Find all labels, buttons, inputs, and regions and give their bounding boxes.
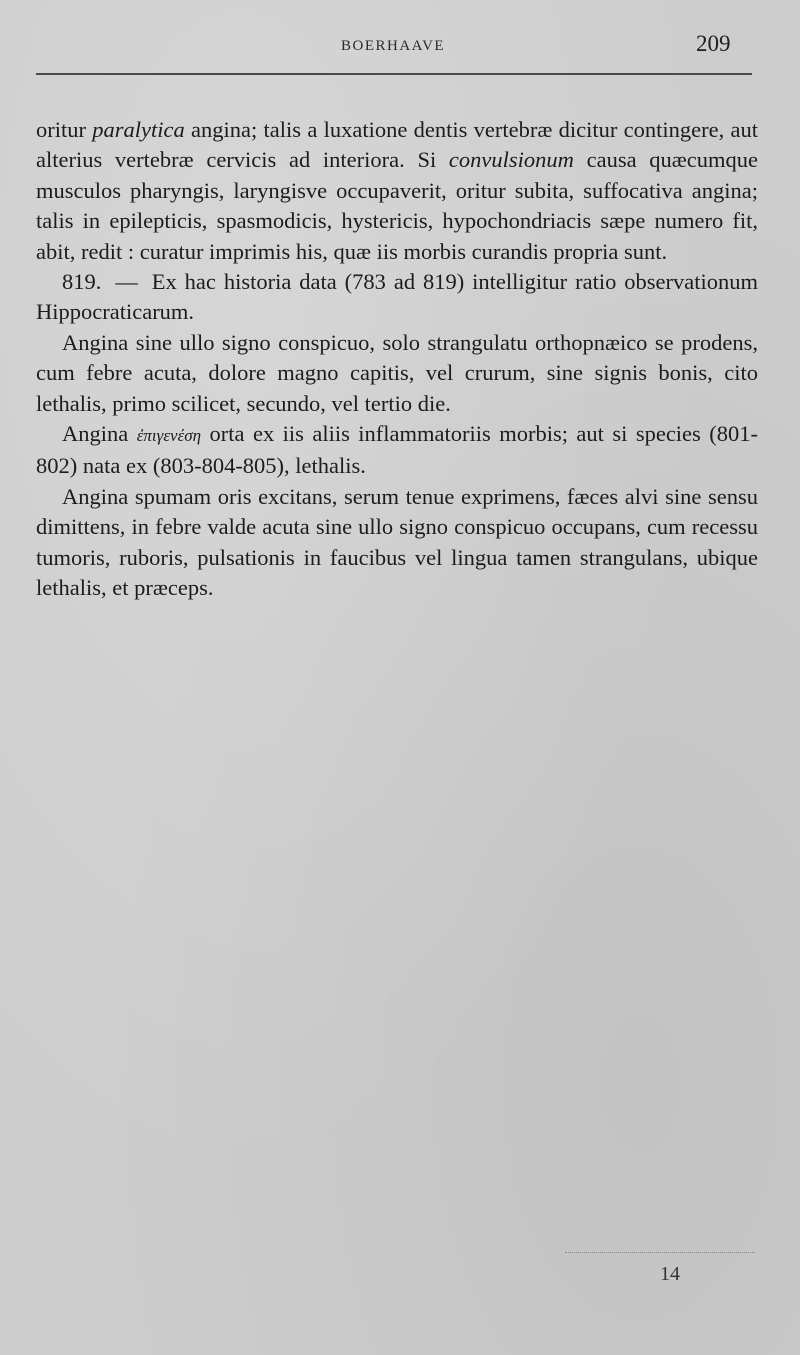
text-run: Angina sine ullo signo conspicuo, solo strangulatu orthopnæico se prodens, cum febre acuta, dolore magno capitis, vel crurum, sine signis bonis, cito lethalis, primo scilicet, secundo, vel tertio die. [36,329,758,416]
signature-mark: 14 [660,1263,680,1285]
section-number: 819. [62,269,102,295]
signature-rule [565,1252,755,1253]
text-run: causa quæcumque musculos pharyngis, laryngisve occupaverit, oritur subita, suffocativa angina; talis in epilepticis, spasmodicis, hystericis, hypochondriacis sæpe numero fit, abit, redit : curatur imprimis his, quæ iis morbis curandis propria sunt. [36,147,758,264]
header-rule [36,73,752,75]
running-title: BOERHAAVE [341,38,446,54]
text-run: Ex hac historia data (783 ad 819) intelligitur ratio observationum Hippocraticarum. [36,269,758,325]
italic-term: convulsionum [448,147,574,173]
text-run: angina; talis a luxatione dentis vertebræ dicitur contingere, aut alterius vertebræ cervicis ad interiora. Si [36,117,758,173]
paragraph-2 [36,267,758,328]
paragraph-3 [36,328,758,419]
paragraph-5 [36,482,758,604]
italic-term: paralytica [92,117,185,142]
section-dash: — [115,269,138,295]
text-run: oritur [36,117,93,142]
text-run: Angina spumam oris excitans, serum tenue exprimens, fæces alvi sine sensu dimittens, in febre valde acuta sine ullo signo conspicuo occupans, cum recessu tumoris, ruboris, pulsationis in faucibus vel lingua tamen strangulans, ubique lethalis, et præceps. [36,483,758,601]
paragraph-1 [36,115,758,267]
greek-term: ἐπιγενέση [136,426,202,446]
page-number: 209 [696,31,731,56]
paragraph-4 [36,419,758,482]
text-run: Angina [62,421,137,447]
running-head [0,30,800,64]
body-text [36,115,758,604]
text-run: orta ex iis aliis inflammatoriis morbis; aut si species (801-802) nata ex (803-804-805), lethalis. [36,421,758,479]
